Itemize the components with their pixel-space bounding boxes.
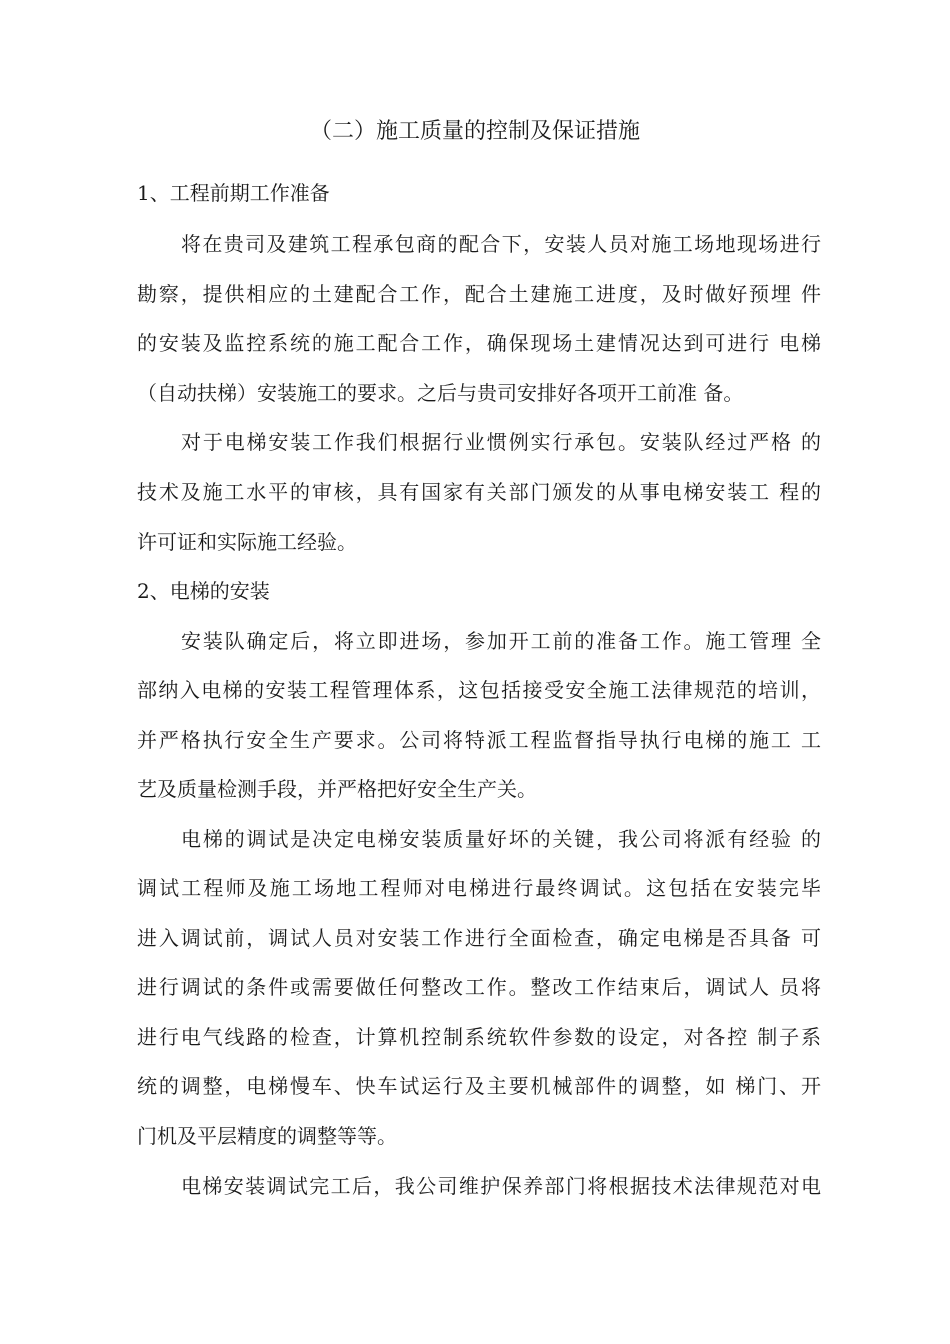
paragraph-line: 电梯的调试是决定电梯安装质量好坏的关键，我公司将派有经验 的 xyxy=(181,827,821,851)
paragraph-line: 的安装及监控系统的施工配合工作，确保现场土建情况达到可进行 电梯 xyxy=(137,331,821,355)
page-title: （二）施工质量的控制及保证措施 xyxy=(309,119,640,144)
paragraph-line: 对于电梯安装工作我们根据行业惯例实行承包。安装队经过严格 的 xyxy=(181,430,821,454)
paragraph-line: 门机及平层精度的调整等等。 xyxy=(137,1124,397,1148)
paragraph-line: 安装队确定后，将立即进场，参加开工前的准备工作。施工管理 全 xyxy=(181,629,821,653)
paragraph-line: 将在贵司及建筑工程承包商的配合下，安装人员对施工场地现场进行 xyxy=(181,232,821,256)
paragraph-line: 部纳入电梯的安装工程管理体系，这包括接受安全施工法律规范的培训， xyxy=(137,678,821,702)
paragraph-line: 技术及施工水平的审核，具有国家有关部门颁发的从事电梯安装工 程的 xyxy=(137,480,821,504)
paragraph-line: （自动扶梯）安装施工的要求。之后与贵司安排好各项开工前准 备。 xyxy=(137,381,744,405)
paragraph-line: 艺及质量检测手段，并严格把好安全生产关。 xyxy=(137,777,537,801)
paragraph-line: 许可证和实际施工经验。 xyxy=(137,530,357,554)
paragraph-line: 调试工程师及施工场地工程师对电梯进行最终调试。这包括在安装完毕 xyxy=(137,876,821,900)
paragraph-line: 电梯安装调试完工后，我公司维护保养部门将根据技术法律规范对电 xyxy=(181,1174,821,1198)
section-heading-2: 2、电梯的安装 xyxy=(137,579,270,603)
section-heading-1: 1、工程前期工作准备 xyxy=(137,181,330,205)
paragraph-line: 进行电气线路的检查，计算机控制系统软件参数的设定，对各控 制子系 xyxy=(137,1025,821,1049)
paragraph-line: 进行调试的条件或需要做任何整改工作。整改工作结束后，调试人 员将 xyxy=(137,975,821,999)
paragraph-line: 统的调整，电梯慢车、快车试运行及主要机械部件的调整，如 梯门、开 xyxy=(137,1074,821,1098)
paragraph-line: 进入调试前，调试人员对安装工作进行全面检查，确定电梯是否具备 可 xyxy=(137,926,821,950)
paragraph-line: 勘察，提供相应的土建配合工作，配合土建施工进度，及时做好预埋 件 xyxy=(137,282,821,306)
paragraph-line: 并严格执行安全生产要求。公司将特派工程监督指导执行电梯的施工 工 xyxy=(137,728,821,752)
